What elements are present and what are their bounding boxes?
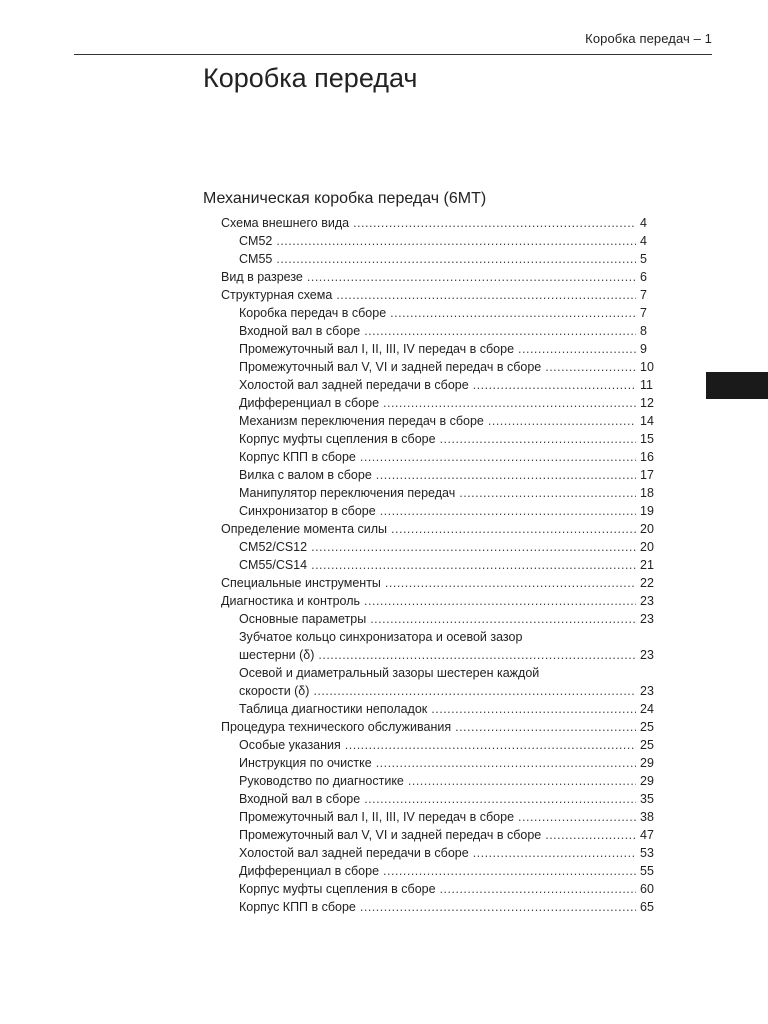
toc-entry[interactable]: [221, 412, 666, 430]
toc-entry[interactable]: [221, 754, 666, 772]
toc-entry[interactable]: [221, 394, 666, 412]
toc-dot-leader: [380, 502, 636, 520]
toc-entry[interactable]: [221, 520, 666, 538]
toc-entry-page-number: 11: [640, 378, 653, 392]
toc-entry[interactable]: [221, 268, 666, 286]
toc-entry[interactable]: [221, 376, 666, 394]
toc-entry-page-number: 16: [640, 450, 654, 464]
toc-dot-leader: [473, 844, 636, 862]
toc-dot-leader: [311, 538, 636, 556]
toc-dot-leader: [518, 808, 636, 826]
toc-entry[interactable]: [221, 736, 666, 754]
header-rule: [74, 54, 712, 55]
toc-entry-page-number: 22: [640, 576, 654, 590]
toc-entry-page-number: 21: [640, 558, 654, 572]
toc-entry-title: Дифференциал в сборе: [239, 864, 380, 878]
toc-entry[interactable]: [221, 556, 666, 574]
toc-entry-title: Промежуточный вал I, II, III, IV передач в сборе: [239, 810, 515, 824]
toc-entry-title: Корпус КПП в сборе: [239, 450, 356, 464]
toc-entry-page-number: 7: [640, 306, 647, 320]
toc-entry-title: Коробка передач в сборе: [239, 306, 387, 320]
toc-entry-page-number: 20: [640, 522, 654, 536]
toc-dot-leader: [313, 682, 636, 700]
toc-entry-title: CM52: [239, 234, 273, 248]
toc-entry[interactable]: [221, 250, 666, 268]
toc-entry[interactable]: [221, 574, 666, 592]
toc-dot-leader: [345, 736, 636, 754]
toc-dot-leader: [360, 448, 636, 466]
toc-entry-title: Корпус КПП в сборе: [239, 900, 356, 914]
toc-entry-title: Особые указания: [239, 738, 341, 752]
toc-dot-leader: [518, 340, 636, 358]
toc-entry[interactable]: [221, 358, 666, 376]
toc-entry[interactable]: [221, 628, 666, 646]
toc-entry-title: Синхронизатор в сборе: [239, 504, 376, 518]
toc-entry-page-number: 4: [640, 216, 647, 230]
toc-entry-page-number: 17: [640, 468, 654, 482]
toc-entry-title: Руководство по диагностике: [239, 774, 404, 788]
toc-entry[interactable]: [221, 592, 666, 610]
toc-entry-page-number: 55: [640, 864, 654, 878]
toc-dot-leader: [336, 286, 636, 304]
toc-entry[interactable]: [221, 718, 666, 736]
toc-entry[interactable]: [221, 844, 666, 862]
toc-entry-title: Зубчатое кольцо синхронизатора и осевой зазор: [239, 630, 523, 644]
toc-entry-title: Промежуточный вал I, II, III, IV передач в сборе: [239, 342, 515, 356]
toc-entry-page-number: 19: [640, 504, 654, 518]
toc-entry-title: Корпус муфты сцепления в сборе: [239, 432, 436, 446]
toc-dot-leader: [408, 772, 636, 790]
toc-entry-title: Специальные инструменты: [221, 576, 381, 590]
toc-entry[interactable]: [221, 664, 666, 682]
toc-entry-page-number: 29: [640, 756, 654, 770]
toc-dot-leader: [383, 862, 636, 880]
toc-entry-page-number: 5: [640, 252, 647, 266]
toc-entry[interactable]: [221, 682, 666, 700]
toc-entry-title: Промежуточный вал V, VI и задней передач в сборе: [239, 360, 542, 374]
toc-entry[interactable]: [221, 790, 666, 808]
toc-entry-page-number: 47: [640, 828, 654, 842]
toc-entry[interactable]: [221, 538, 666, 556]
toc-entry-page-number: 14: [640, 414, 654, 428]
toc-entry-page-number: 53: [640, 846, 654, 860]
chapter-tab-marker: [706, 372, 768, 399]
section-title: Механическая коробка передач (6MT): [203, 190, 487, 207]
toc-entry-page-number: 23: [640, 594, 654, 608]
toc-entry-page-number: 10: [640, 360, 654, 374]
toc-entry-page-number: 15: [640, 432, 654, 446]
toc-entry-title: Осевой и диаметральный зазоры шестерен каждой: [239, 666, 540, 680]
toc-entry[interactable]: [221, 502, 666, 520]
toc-entry[interactable]: [221, 772, 666, 790]
toc-dot-leader: [311, 556, 636, 574]
toc-dot-leader: [364, 592, 636, 610]
toc-entry-title: Вилка с валом в сборе: [239, 468, 372, 482]
toc-entry[interactable]: [221, 304, 666, 322]
toc-entry-title: Определение момента силы: [221, 522, 388, 536]
toc-entry-title: шестерни (δ): [239, 648, 315, 662]
toc-dot-leader: [440, 880, 636, 898]
toc-entry[interactable]: [221, 286, 666, 304]
toc-entry-title: Входной вал в сборе: [239, 792, 361, 806]
toc-entry-title: Вид в разрезе: [221, 270, 303, 284]
toc-entry[interactable]: [221, 448, 666, 466]
toc-dot-leader: [360, 898, 636, 916]
toc-entry[interactable]: [221, 808, 666, 826]
toc-dot-leader: [488, 412, 636, 430]
toc-entry-page-number: 9: [640, 342, 647, 356]
toc-entry-title: CM52/CS12: [239, 540, 308, 554]
toc-dot-leader: [276, 250, 636, 268]
toc-dot-leader: [391, 520, 636, 538]
toc-entry[interactable]: [221, 484, 666, 502]
toc-dot-leader: [545, 826, 636, 844]
toc-entry-page-number: 24: [640, 702, 654, 716]
toc-entry-page-number: 20: [640, 540, 654, 554]
toc-entry-page-number: 18: [640, 486, 654, 500]
toc-entry[interactable]: [221, 322, 666, 340]
toc-dot-leader: [370, 610, 636, 628]
toc-entry[interactable]: [221, 898, 666, 916]
toc-dot-leader: [459, 484, 636, 502]
toc-entry-page-number: 4: [640, 234, 647, 248]
toc-entry-title: Корпус муфты сцепления в сборе: [239, 882, 436, 896]
toc-dot-leader: [390, 304, 636, 322]
toc-entry[interactable]: [221, 340, 666, 358]
page-title: Коробка передач: [203, 63, 418, 93]
toc-dot-leader: [385, 574, 636, 592]
toc-dot-leader: [473, 376, 636, 394]
toc-entry-page-number: 65: [640, 900, 654, 914]
toc-entry-title: Дифференциал в сборе: [239, 396, 380, 410]
toc-dot-leader: [376, 466, 636, 484]
toc-dot-leader: [431, 700, 636, 718]
toc-dot-leader: [318, 646, 636, 664]
toc-entry[interactable]: [221, 610, 666, 628]
toc-entry-title: Промежуточный вал V, VI и задней передач в сборе: [239, 828, 542, 842]
toc-entry-page-number: 7: [640, 288, 647, 302]
toc-entry-title: Схема внешнего вида: [221, 216, 350, 230]
toc-entry-title: Холостой вал задней передачи в сборе: [239, 846, 469, 860]
toc-entry-title: Процедура технического обслуживания: [221, 720, 452, 734]
toc-dot-leader: [307, 268, 636, 286]
toc-entry[interactable]: [221, 232, 666, 250]
toc-dot-leader: [455, 718, 636, 736]
toc-entry-title: Таблица диагностики неполадок: [239, 702, 428, 716]
toc-entry[interactable]: [221, 700, 666, 718]
toc-entry-page-number: 38: [640, 810, 654, 824]
toc-entry-title: Манипулятор переключения передач: [239, 486, 456, 500]
toc-entry-page-number: 25: [640, 720, 654, 734]
toc-entry-page-number: 6: [640, 270, 647, 284]
toc-dot-leader: [376, 754, 636, 772]
toc-entry[interactable]: [221, 214, 666, 232]
toc-dot-leader: [545, 358, 636, 376]
toc-entry-page-number: 25: [640, 738, 654, 752]
running-header: Коробка передач – 1: [585, 31, 712, 46]
toc-entry[interactable]: [221, 466, 666, 484]
toc-entry-page-number: 23: [640, 612, 654, 626]
toc-entry-title: Входной вал в сборе: [239, 324, 361, 338]
toc-entry[interactable]: [221, 862, 666, 880]
toc-entry[interactable]: [221, 430, 666, 448]
toc-entry-page-number: 23: [640, 684, 654, 698]
toc-dot-leader: [364, 322, 636, 340]
toc-entry-page-number: 8: [640, 324, 647, 338]
toc-dot-leader: [383, 394, 636, 412]
toc-entry[interactable]: [221, 646, 666, 664]
toc-entry-title: Диагностика и контроль: [221, 594, 361, 608]
toc-entry-title: CM55: [239, 252, 273, 266]
toc-entry[interactable]: [221, 880, 666, 898]
toc-entry-title: скорости (δ): [239, 684, 310, 698]
toc-entry-title: Основные параметры: [239, 612, 367, 626]
toc-entry[interactable]: [221, 826, 666, 844]
toc-entry-title: Механизм переключения передач в сборе: [239, 414, 484, 428]
toc-entry-page-number: 12: [640, 396, 654, 410]
toc-entry-title: Холостой вал задней передачи в сборе: [239, 378, 469, 392]
toc-entry-title: CM55/CS14: [239, 558, 308, 572]
toc-entry-title: Структурная схема: [221, 288, 333, 302]
toc-dot-leader: [276, 232, 636, 250]
toc-entry-page-number: 23: [640, 648, 654, 662]
toc-entry-title: Инструкция по очистке: [239, 756, 372, 770]
toc-entry-page-number: 29: [640, 774, 654, 788]
toc-dot-leader: [364, 790, 636, 808]
table-of-contents: [221, 214, 666, 916]
toc-entry-page-number: 60: [640, 882, 654, 896]
toc-dot-leader: [353, 214, 636, 232]
toc-dot-leader: [440, 430, 636, 448]
toc-entry-page-number: 35: [640, 792, 654, 806]
